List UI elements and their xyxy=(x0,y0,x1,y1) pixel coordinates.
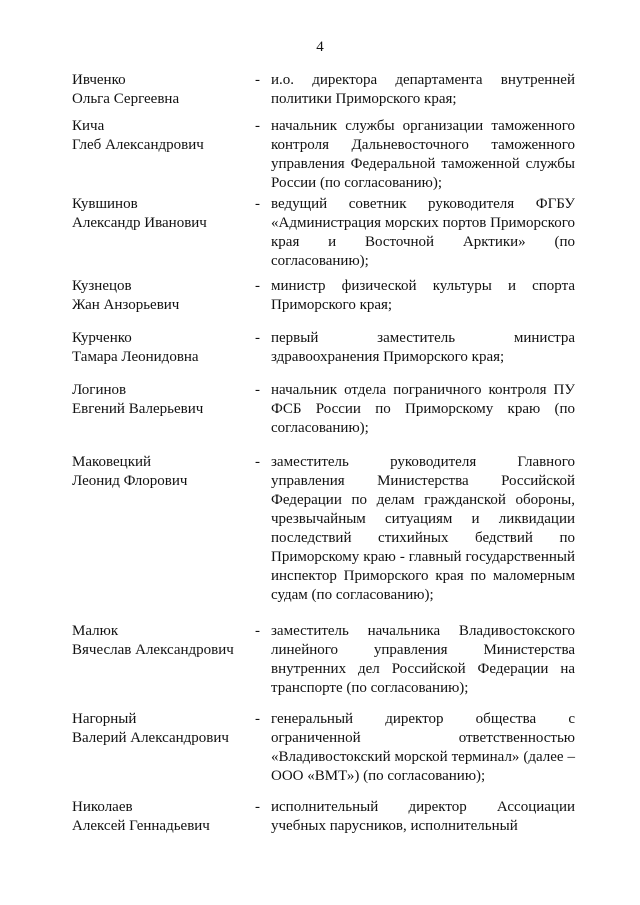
separator-dash: - xyxy=(255,72,260,88)
person-position: первый заместитель министра здравоохранения Приморского края; xyxy=(271,330,575,365)
person-position: и.о. директора департамента внутренней политики Приморского края; xyxy=(271,72,575,107)
person-name xyxy=(72,277,252,315)
person-name xyxy=(72,329,252,367)
person-name xyxy=(72,381,252,419)
person-surname: Кузнецов xyxy=(72,278,132,294)
person-position: заместитель начальника Владивостокского линейного управления Министерства внутренних дел Российской Федерации на транспорте (по согласованию); xyxy=(271,623,575,696)
separator-dash: - xyxy=(255,454,260,470)
person-given-name: Алексей Геннадьевич xyxy=(72,818,210,834)
person-surname: Николаев xyxy=(72,799,133,815)
person-position: министр физической культуры и спорта Приморского края; xyxy=(271,278,575,313)
person-position: начальник отдела пограничного контроля ПУ ФСБ России по Приморскому краю (по согласованию); xyxy=(271,382,575,436)
person-given-name: Жан Анзорьевич xyxy=(72,297,180,313)
person-position: генеральный директор общества с ограниченной ответственностью «Владивостокский морской терминал» (далее – ООО «ВМТ») (по согласованию); xyxy=(271,711,575,784)
person-position: начальник службы организации таможенного контроля Дальневосточного таможенного управления Федеральной таможенной службы России (по согласованию); xyxy=(271,118,575,191)
person-name xyxy=(72,117,252,155)
separator-dash: - xyxy=(255,623,260,639)
person-given-name: Тамара Леонидовна xyxy=(72,349,199,365)
person-given-name: Глеб Александрович xyxy=(72,137,204,153)
separator-dash: - xyxy=(255,799,260,815)
person-given-name: Евгений Валерьевич xyxy=(72,401,204,417)
person-surname: Нагорный xyxy=(72,711,137,727)
person-given-name: Валерий Александрович xyxy=(72,730,229,746)
person-surname: Кича xyxy=(72,118,105,134)
person-name xyxy=(72,622,252,660)
person-name xyxy=(72,71,252,109)
person-given-name: Ольга Сергеевна xyxy=(72,91,180,107)
person-name xyxy=(72,453,252,491)
separator-dash: - xyxy=(255,196,260,212)
person-given-name: Леонид Флорович xyxy=(72,473,188,489)
separator-dash: - xyxy=(255,118,260,134)
separator-dash: - xyxy=(255,382,260,398)
separator-dash: - xyxy=(255,711,260,727)
separator-dash: - xyxy=(255,330,260,346)
person-surname: Логинов xyxy=(72,382,127,398)
person-surname: Малюк xyxy=(72,623,119,639)
person-position: заместитель руководителя Главного управления Министерства Российской Федерации по делам гражданской обороны, чрезвычайным ситуациям и ликвидации последствий стихийных бедствий по Приморскому краю - главный государственный инспектор Приморского края по маломерным судам (по согласованию); xyxy=(271,454,575,603)
page-number: 4 xyxy=(316,39,324,55)
person-name xyxy=(72,710,252,748)
person-given-name: Александр Иванович xyxy=(72,215,207,231)
person-surname: Кувшинов xyxy=(72,196,138,212)
person-surname: Маковецкий xyxy=(72,454,152,470)
person-name xyxy=(72,195,252,233)
person-name xyxy=(72,798,252,836)
separator-dash: - xyxy=(255,278,260,294)
person-given-name: Вячеслав Александрович xyxy=(72,642,234,658)
person-position: исполнительный директор Ассоциации учебных парусников, исполнительный xyxy=(271,799,575,834)
person-surname: Курченко xyxy=(72,330,132,346)
person-surname: Ивченко xyxy=(72,72,126,88)
person-position: ведущий советник руководителя ФГБУ «Администрация морских портов Приморского края и Восточной Арктики» (по согласованию); xyxy=(271,196,575,269)
